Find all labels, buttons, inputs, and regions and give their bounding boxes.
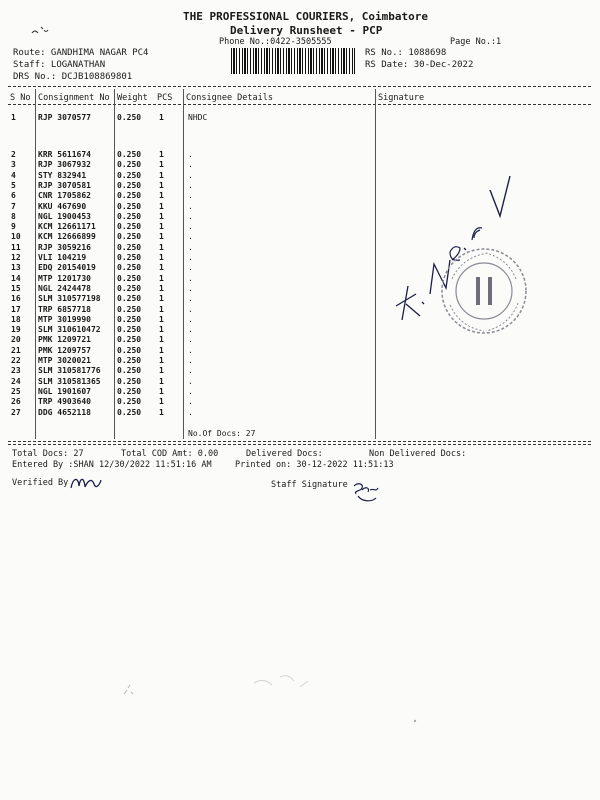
row-consignee-details: . [188,253,193,262]
table-bottom-rule [8,441,591,442]
row-consignee-details: . [188,366,193,376]
entered-by: Entered By :SHAN 12/30/2022 11:51:16 AM [12,460,212,470]
row-pcs: 1 [159,211,164,221]
row-consignment-no: DDG 4652118 [38,407,91,417]
row-pcs: 1 [159,253,164,262]
row-pcs: 1 [159,304,164,314]
row-sno: 3 [11,160,16,170]
row-pcs: 1 [159,232,164,242]
row-pcs: 1 [159,407,164,417]
row-consignee-details: . [188,325,193,335]
row-consignment-no: NGL 1901607 [38,386,91,396]
row-sno: 25 [11,386,21,396]
row-consignee-details: . [188,232,193,242]
row-sno: 24 [11,376,21,386]
verified-by-label: Verified By [12,478,69,488]
row-pcs: 1 [159,335,164,345]
row-weight: 0.250 [117,232,142,242]
row-sno: 10 [11,232,21,242]
row-consignment-no: TRP 4903640 [38,397,91,407]
row-sno: 4 [11,170,16,180]
row-pcs: 1 [159,294,164,304]
row-sno: 5 [11,180,16,190]
row-pcs: 1 [159,160,164,170]
row-weight: 0.250 [117,304,142,314]
row-consignment-no: PMK 1209757 [38,345,91,355]
row-weight: 0.250 [117,201,142,211]
row-sno: 26 [11,397,21,407]
col-header-sno: S No [10,93,31,103]
row-consignment-no: EDQ 20154019 [38,263,96,273]
staff-signature-label: Staff Signature [271,480,348,490]
paper-speck [120,680,140,700]
row-consignment-no: PMK 1209721 [38,335,91,345]
row-pcs: 1 [159,386,164,396]
row-sno: 11 [11,242,21,252]
printed-on: Printed on: 30-12-2022 11:51:13 [235,460,394,470]
table-header-rule [8,104,591,105]
row-consignment-no: NGL 1900453 [38,211,91,221]
row-consignee-details: . [188,407,193,417]
paper-speck [410,716,420,726]
row-sno: 20 [11,335,21,345]
row-consignment-no: MTP 3020021 [38,356,91,365]
row-sno: 17 [11,304,21,314]
row-consignment-no: RJP 3070577 [38,113,91,122]
col-header-signature: Signature [378,93,425,103]
row-weight: 0.250 [117,345,142,355]
col-header-pcs: PCS [157,93,173,103]
row-sno: 1 [11,113,16,122]
row-pcs: 1 [159,283,164,293]
row-consignment-no: VLI 104219 [38,253,87,262]
col-header-consignee: Consignee Details [186,93,273,103]
row-pcs: 1 [159,222,164,232]
row-consignee-details: . [188,376,193,386]
row-consignee-details: . [188,345,193,355]
doc-count: No.Of Docs: 27 [188,429,256,438]
row-consignment-no: SLM 310610472 [38,325,101,335]
row-consignee-details: . [188,150,193,159]
row-weight: 0.250 [117,242,142,252]
row-consignee-details: . [188,180,193,190]
row-weight: 0.250 [117,150,142,159]
row-sno: 6 [11,191,16,201]
delivered-docs: Delivered Docs: [246,449,323,459]
rs-date: RS Date: 30-Dec-2022 [365,60,474,70]
row-consignment-no: KCM 12661171 [38,222,96,232]
row-weight: 0.250 [117,191,142,201]
row-pcs: 1 [159,191,164,201]
row-weight: 0.250 [117,253,142,262]
row-sno: 2 [11,150,16,159]
row-consignment-no: KRR 5611674 [38,150,91,159]
staff-name: Staff: LOGANATHAN [13,60,106,70]
row-sno: 27 [11,407,21,417]
row-pcs: 1 [159,366,164,376]
row-sno: 14 [11,273,21,283]
total-cod: Total COD Amt: 0.00 [121,449,219,459]
row-pcs: 1 [159,201,164,211]
row-pcs: 1 [159,397,164,407]
page-number: Page No.:1 [450,37,502,47]
row-sno: 13 [11,263,21,273]
row-sno: 18 [11,314,21,324]
verified-signature [68,472,104,494]
row-weight: 0.250 [117,113,142,122]
row-sno: 15 [11,283,21,293]
row-pcs: 1 [159,376,164,386]
row-consignee-details: . [188,211,193,221]
row-weight: 0.250 [117,222,142,232]
row-weight: 0.250 [117,397,142,407]
row-consignee-details: . [188,397,193,407]
drs-number: DRS No.: DCJB108869801 [13,72,133,82]
row-consignment-no: NGL 2424478 [38,283,91,293]
row-weight: 0.250 [117,170,142,180]
paper-speck [250,665,320,695]
row-consignee-details: . [188,242,193,252]
row-consignment-no: TRP 6857718 [38,304,91,314]
col-header-consignment: Consignment No [38,93,110,103]
row-sno: 8 [11,211,16,221]
row-consignee-details: . [188,335,193,345]
staff-signature [350,480,384,506]
row-sno: 7 [11,201,16,211]
row-consignee-details: . [188,386,193,396]
phone-number: Phone No.:0422-3505555 [219,37,332,47]
row-sno: 9 [11,222,16,232]
row-weight: 0.250 [117,376,142,386]
row-consignee-details: . [188,314,193,324]
row-pcs: 1 [159,325,164,335]
total-docs: Total Docs: 27 [12,449,84,459]
row-consignment-no: SLM 310581776 [38,366,101,376]
row-consignee-details: . [188,304,193,314]
row-pcs: 1 [159,170,164,180]
barcode [231,48,355,74]
row-sno: 21 [11,345,21,355]
row-consignee-details: . [188,222,193,232]
row-pcs: 1 [159,150,164,159]
row-consignment-no: RJP 3059216 [38,242,91,252]
row-weight: 0.250 [117,366,142,376]
rs-number: RS No.: 1088698 [365,48,447,58]
row-consignee-details: . [188,263,193,273]
row-consignee-details: . [188,294,193,304]
row-consignee-details: . [188,273,193,283]
row-consignment-no: KCM 12666899 [38,232,96,242]
row-sno: 12 [11,253,21,262]
non-delivered-docs: Non Delivered Docs: [369,449,467,459]
row-weight: 0.250 [117,294,142,304]
runsheet-subtitle: Delivery Runsheet - PCP [230,24,383,37]
row-consignment-no: KKU 467690 [38,201,87,211]
row-weight: 0.250 [117,211,142,221]
row-consignment-no: CNR 1705862 [38,191,91,201]
row-weight: 0.250 [117,356,142,365]
route: Route: GANDHIMA NAGAR PC4 [13,48,149,58]
row-consignee-details: . [188,160,193,170]
row-pcs: 1 [159,263,164,273]
row-consignment-no: MTP 3019990 [38,314,91,324]
row-weight: 0.250 [117,180,142,190]
row-consignment-no: MTP 1201730 [38,273,91,283]
row-sno: 22 [11,356,21,365]
row-pcs: 1 [159,356,164,365]
row-consignee-details: . [188,201,193,211]
table-row [0,408,600,419]
row-weight: 0.250 [117,386,142,396]
company-name: THE PROFESSIONAL COURIERS, Coimbatore [183,10,429,23]
row-pcs: 1 [159,113,164,122]
table-row [0,113,600,124]
row-weight: 0.250 [117,325,142,335]
row-weight: 0.250 [117,273,142,283]
row-consignee-details: . [188,170,193,180]
row-weight: 0.250 [117,335,142,345]
row-consignment-no: RJP 3070581 [38,180,91,190]
row-pcs: 1 [159,242,164,252]
circular-stamp [438,245,530,337]
row-weight: 0.250 [117,160,142,170]
row-consignee-details: . [188,356,193,365]
row-weight: 0.250 [117,263,142,273]
table-bottom-rule-2 [8,444,591,445]
row-weight: 0.250 [117,283,142,293]
row-consignment-no: SLM 310581365 [38,376,101,386]
row-consignment-no: STY 832941 [38,170,87,180]
row-consignee-details: . [188,283,193,293]
row-weight: 0.250 [117,407,142,417]
row-consignee-details: NHDC [188,113,208,122]
row-pcs: 1 [159,180,164,190]
row-sno: 16 [11,294,21,304]
row-pcs: 1 [159,314,164,324]
row-weight: 0.250 [117,314,142,324]
corner-scribble [30,24,50,38]
row-consignment-no: SLM 310577198 [38,294,101,304]
row-sno: 19 [11,325,21,335]
row-consignee-details: . [188,191,193,201]
row-pcs: 1 [159,273,164,283]
row-pcs: 1 [159,345,164,355]
col-header-weight: Weight [117,93,148,103]
row-consignment-no: RJP 3067932 [38,160,91,170]
table-top-rule [8,86,591,87]
row-sno: 23 [11,366,21,376]
